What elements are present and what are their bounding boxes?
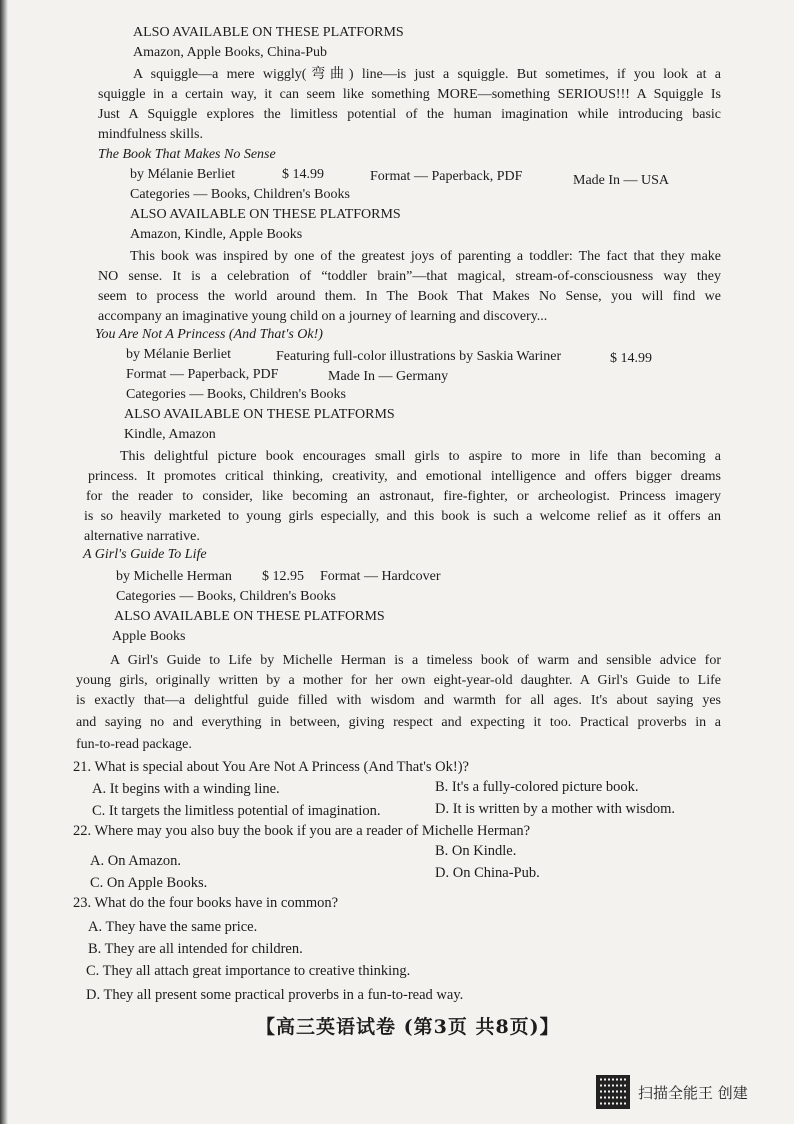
- q22-option-d: D. On China-Pub.: [435, 865, 540, 881]
- book0-desc-line4: mindfulness skills.: [98, 127, 204, 142]
- book3-desc-line4: and saying no and everything in between, giving respect and expecting it too. Practical proverbs in a: [76, 715, 721, 730]
- book3-categories: Categories — Books, Children's Books: [116, 589, 336, 604]
- book2-desc-line1: This delightful picture book encourages small girls to aspire to more in life than becoming a: [120, 449, 721, 464]
- question-21: 21. What is special about You Are Not A Princess (And That's Ok!)?: [73, 759, 469, 775]
- book0-also-label: ALSO AVAILABLE ON THESE PLATFORMS: [133, 25, 404, 40]
- book1-desc-line4: accompany an imaginative young child on a journey of learning and discovery...: [98, 309, 548, 324]
- book2-desc-line2: princess. It promotes critical thinking, creativity, and emotional intelligence and offers bigger dreams: [88, 469, 721, 484]
- book3-desc-line3: is exactly that—a delightful guide filled with wisdom and warmth for all ages. It's about saying yes: [76, 693, 721, 708]
- book2-featuring: Featuring full-color illustrations by Saskia Wariner: [276, 349, 562, 364]
- book1-also-label: ALSO AVAILABLE ON THESE PLATFORMS: [130, 207, 401, 222]
- book0-desc-line1: A squiggle—a mere wiggly(弯曲) line—is just a squiggle. But sometimes, if you look at a: [133, 67, 721, 82]
- book2-made-in: Made In — Germany: [328, 369, 449, 384]
- book0-desc-line3: Just A Squiggle explores the limitless potential of the human imagination while introducing basic: [98, 107, 721, 122]
- q22-option-c: C. On Apple Books.: [90, 875, 208, 891]
- book3-desc-line1: A Girl's Guide to Life by Michelle Herman is a timeless book of warm and sensible advice for: [110, 653, 721, 668]
- q23-option-c: C. They all attach great importance to creative thinking.: [86, 963, 411, 979]
- book3-desc-line5: fun-to-read package.: [76, 737, 192, 752]
- book1-desc-line2: NO sense. It is a celebration of “toddler brain”—that magical, stream-of-consciousness way they: [98, 269, 721, 284]
- book2-platforms: Kindle, Amazon: [124, 427, 216, 442]
- book3-desc-line2: young girls, originally written by a mother for her own eight-year-old daughter. A Girl's Guide to Life: [76, 673, 721, 688]
- scanner-brand-label: 扫描全能王 创建: [638, 1083, 748, 1102]
- book2-desc-line3: for the reader to consider, like becoming an astronaut, fire-fighter, or archeologist. Princess imagery: [86, 489, 721, 504]
- page-footer: 【高三英语试卷 (第3页 共8页)】: [256, 1016, 560, 1038]
- qr-code-icon: [596, 1075, 630, 1109]
- book2-title: You Are Not A Princess (And That's Ok!): [95, 327, 323, 342]
- q21-option-a: A. It begins with a winding line.: [92, 781, 280, 797]
- book3-platforms: Apple Books: [112, 629, 186, 644]
- book1-categories: Categories — Books, Children's Books: [130, 187, 350, 202]
- book3-title: A Girl's Guide To Life: [83, 547, 207, 562]
- q23-option-d: D. They all present some practical proverbs in a fun-to-read way.: [86, 987, 464, 1003]
- book1-title: The Book That Makes No Sense: [98, 147, 276, 162]
- book2-desc-line4: is so heavily marketed to young girls especially, and this book is such a welcome relief as it offers an: [84, 509, 721, 524]
- book1-desc-line3: seem to process the world around them. In The Book That Makes No Sense, you will find we: [98, 289, 721, 304]
- book1-made-in: Made In — USA: [573, 173, 670, 188]
- book2-also-label: ALSO AVAILABLE ON THESE PLATFORMS: [124, 407, 395, 422]
- book2-categories: Categories — Books, Children's Books: [126, 387, 346, 402]
- book3-author: by Michelle Herman: [116, 569, 232, 584]
- question-23: 23. What do the four books have in common?: [73, 895, 339, 911]
- q21-option-c: C. It targets the limitless potential of imagination.: [92, 803, 381, 819]
- book3-format: Format — Hardcover: [320, 569, 441, 584]
- q21-option-d: D. It is written by a mother with wisdom.: [435, 801, 676, 817]
- book2-price: $ 14.99: [610, 351, 652, 366]
- scanner-watermark: [596, 1075, 748, 1109]
- book3-price: $ 12.95: [262, 569, 304, 584]
- book1-price: $ 14.99: [282, 167, 324, 182]
- book2-author: by Mélanie Berliet: [126, 347, 231, 362]
- book0-desc-line2: squiggle in a certain way, it can seem like something MORE—something SERIOUS!!! A Squiggle Is: [98, 87, 721, 102]
- book3-also-label: ALSO AVAILABLE ON THESE PLATFORMS: [114, 609, 385, 624]
- q23-option-a: A. They have the same price.: [88, 919, 258, 935]
- q21-option-b: B. It's a fully-colored picture book.: [435, 779, 639, 795]
- q22-option-a: A. On Amazon.: [90, 853, 182, 869]
- question-22: 22. Where may you also buy the book if you are a reader of Michelle Herman?: [73, 823, 531, 839]
- book2-desc-line5: alternative narrative.: [84, 529, 200, 544]
- q23-option-b: B. They are all intended for children.: [88, 941, 303, 957]
- book1-format: Format — Paperback, PDF: [370, 169, 523, 184]
- book1-platforms: Amazon, Kindle, Apple Books: [130, 227, 303, 242]
- q22-option-b: B. On Kindle.: [435, 843, 517, 859]
- book0-platforms: Amazon, Apple Books, China-Pub: [133, 45, 328, 60]
- book1-author: by Mélanie Berliet: [130, 167, 235, 182]
- book2-format: Format — Paperback, PDF: [126, 367, 279, 382]
- book1-desc-line1: This book was inspired by one of the greatest joys of parenting a toddler: The fact that they make: [130, 249, 721, 264]
- scan-edge-shadow: [0, 0, 8, 1124]
